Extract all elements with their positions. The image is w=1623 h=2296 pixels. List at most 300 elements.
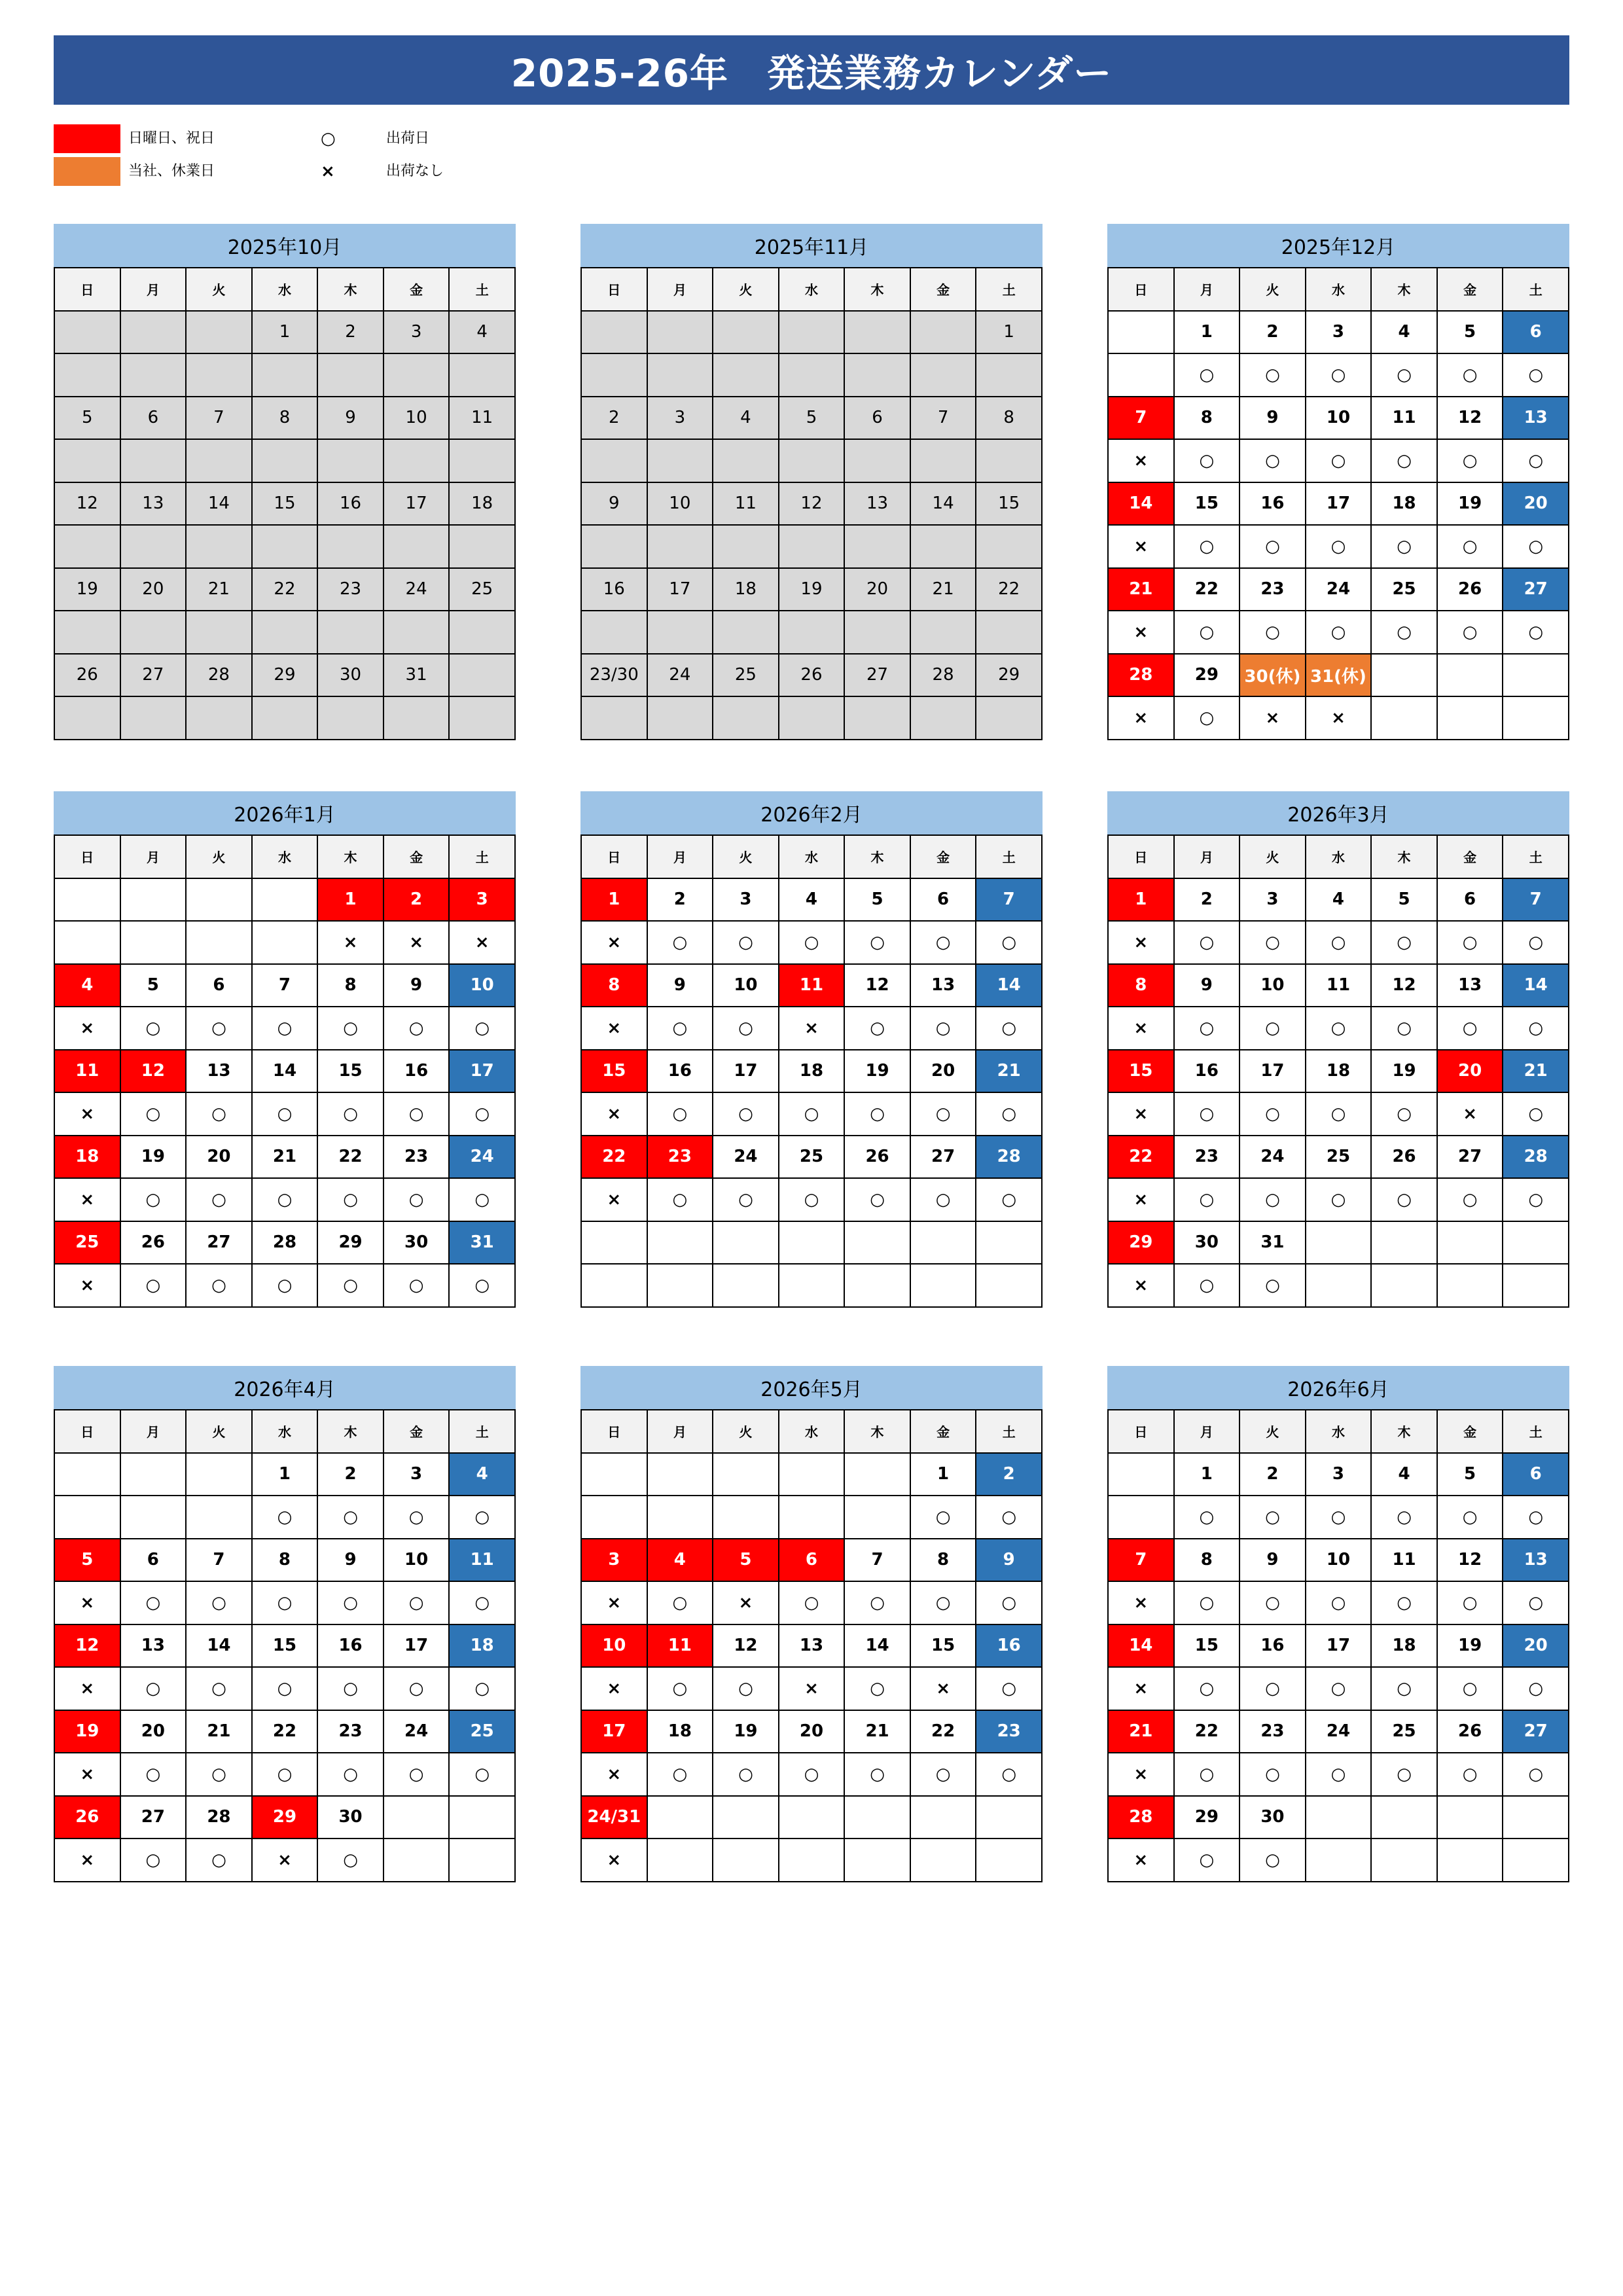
shipping-status-cell: ○ (844, 1092, 910, 1136)
date-cell: 20 (186, 1136, 252, 1179)
shipping-status-cell (54, 353, 120, 397)
month-calendar (580, 224, 1043, 740)
shipping-status-cell (910, 439, 976, 482)
date-cell: 11 (713, 482, 779, 526)
date-cell: 20 (120, 1710, 187, 1753)
date-cell: 14 (186, 482, 252, 526)
shipping-status-cell: ○ (1240, 1839, 1306, 1882)
shipping-status-cell (186, 921, 252, 964)
date-cell: 23 (317, 1710, 383, 1753)
shipping-status-cell: ○ (186, 1581, 252, 1624)
shipping-status-cell (383, 353, 450, 397)
shipping-status-cell (54, 611, 120, 654)
weekday-header: 日 (1108, 1410, 1174, 1453)
date-cell: 28 (186, 1796, 252, 1839)
shipping-status-cell (713, 1496, 779, 1539)
shipping-status-cell: ○ (317, 1667, 383, 1710)
date-cell: 8 (581, 964, 647, 1007)
shipping-status-cell (844, 1839, 910, 1882)
weekday-header: 月 (1174, 1410, 1240, 1453)
date-cell: 25 (713, 654, 779, 697)
date-cell: 12 (844, 964, 910, 1007)
date-cell: 10 (1240, 964, 1306, 1007)
shipping-status-cell: ○ (1437, 1581, 1503, 1624)
date-cell: 23 (317, 568, 383, 611)
weekday-header: 月 (647, 835, 713, 878)
date-cell: 7 (186, 1539, 252, 1582)
date-cell (54, 878, 120, 922)
date-cell: 2 (1174, 878, 1240, 922)
shipping-status-cell: ○ (1371, 1667, 1437, 1710)
shipping-status-cell: × (1108, 1264, 1174, 1307)
date-cell: 13 (1503, 1539, 1569, 1582)
date-cell: 9 (976, 1539, 1042, 1582)
date-cell (1503, 1221, 1569, 1265)
date-cell: 18 (779, 1050, 845, 1093)
month-calendar (54, 224, 516, 740)
shipping-status-cell: ○ (252, 1496, 318, 1539)
shipping-status-cell: × (779, 1007, 845, 1050)
weekday-header: 火 (1240, 268, 1306, 311)
shipping-status-cell: × (54, 1667, 120, 1710)
date-cell: 24 (713, 1136, 779, 1179)
shipping-status-cell: × (1240, 696, 1306, 740)
shipping-status-cell: × (581, 1581, 647, 1624)
shipping-status-cell (54, 525, 120, 568)
weekday-header: 金 (910, 835, 976, 878)
date-cell: 19 (1437, 1624, 1503, 1668)
shipping-status-cell (910, 696, 976, 740)
date-cell: 15 (976, 482, 1042, 526)
date-cell: 3 (1306, 311, 1372, 354)
date-cell: 17 (581, 1710, 647, 1753)
date-cell: 10 (713, 964, 779, 1007)
shipping-status-cell: ○ (647, 921, 713, 964)
date-cell (1503, 654, 1569, 697)
date-cell (54, 311, 120, 354)
shipping-status-cell: × (1108, 1667, 1174, 1710)
date-cell: 26 (1437, 568, 1503, 611)
shipping-status-cell: ○ (647, 1753, 713, 1796)
date-cell: 19 (1437, 482, 1503, 526)
weekday-header: 水 (779, 1410, 845, 1453)
date-cell: 23/30 (581, 654, 647, 697)
shipping-status-cell: × (581, 1753, 647, 1796)
date-cell: 5 (713, 1539, 779, 1582)
date-cell: 5 (1437, 311, 1503, 354)
shipping-status-cell (976, 353, 1042, 397)
date-cell: 1 (581, 878, 647, 922)
date-cell: 14 (186, 1624, 252, 1668)
date-cell (1306, 1796, 1372, 1839)
date-cell (449, 1796, 515, 1839)
shipping-status-cell: ○ (1174, 1007, 1240, 1050)
date-cell (647, 1796, 713, 1839)
date-cell (844, 1796, 910, 1839)
month-table (580, 834, 1043, 1308)
shipping-status-cell: ○ (1306, 353, 1372, 397)
date-cell: 10 (647, 482, 713, 526)
weekday-header: 金 (383, 268, 450, 311)
shipping-status-cell (976, 525, 1042, 568)
date-cell: 10 (1306, 397, 1372, 440)
shipping-status-cell: ○ (1174, 1753, 1240, 1796)
date-cell: 26 (1437, 1710, 1503, 1753)
shipping-status-cell: × (1108, 921, 1174, 964)
date-cell: 14 (976, 964, 1042, 1007)
weekday-header: 土 (1503, 835, 1569, 878)
date-cell: 14 (1503, 964, 1569, 1007)
date-cell: 1 (910, 1453, 976, 1496)
shipping-status-cell (54, 921, 120, 964)
shipping-status-cell: ○ (1371, 353, 1437, 397)
date-cell: 27 (120, 654, 187, 697)
date-cell: 1 (1108, 878, 1174, 922)
date-cell (844, 1453, 910, 1496)
shipping-status-cell: ○ (1503, 1667, 1569, 1710)
date-cell: 22 (976, 568, 1042, 611)
weekday-header: 土 (449, 1410, 515, 1453)
date-cell: 29 (252, 654, 318, 697)
date-cell: 28 (1503, 1136, 1569, 1179)
shipping-status-cell (844, 525, 910, 568)
weekday-header: 水 (252, 268, 318, 311)
date-cell: 8 (317, 964, 383, 1007)
weekday-header: 火 (186, 835, 252, 878)
date-cell: 2 (581, 397, 647, 440)
date-cell: 12 (1437, 397, 1503, 440)
shipping-status-cell: ○ (1306, 525, 1372, 568)
shipping-status-cell (779, 1264, 845, 1307)
weekday-header: 火 (713, 835, 779, 878)
date-cell: 26 (779, 654, 845, 697)
date-cell: 5 (1437, 1453, 1503, 1496)
shipping-status-cell (383, 1839, 450, 1882)
shipping-status-cell (647, 1496, 713, 1539)
shipping-status-cell: × (1108, 1839, 1174, 1882)
shipping-status-cell: ○ (252, 1178, 318, 1221)
shipping-status-cell: ○ (186, 1753, 252, 1796)
date-cell: 11 (1371, 1539, 1437, 1582)
date-cell: 8 (1174, 397, 1240, 440)
date-cell: 15 (252, 482, 318, 526)
shipping-status-cell: ○ (910, 1581, 976, 1624)
shipping-status-cell: ○ (1503, 353, 1569, 397)
date-cell: 17 (647, 568, 713, 611)
date-cell: 7 (1108, 1539, 1174, 1582)
shipping-status-cell (713, 1839, 779, 1882)
month-table (1107, 1409, 1569, 1882)
date-cell: 9 (1174, 964, 1240, 1007)
shipping-status-cell: × (54, 1581, 120, 1624)
weekday-header: 火 (186, 1410, 252, 1453)
date-cell: 27 (844, 654, 910, 697)
date-cell: 26 (844, 1136, 910, 1179)
weekday-header: 金 (383, 1410, 450, 1453)
shipping-status-cell (1108, 1496, 1174, 1539)
date-cell: 21 (844, 1710, 910, 1753)
weekday-header: 木 (1371, 1410, 1437, 1453)
shipping-status-cell: ○ (1437, 611, 1503, 654)
shipping-status-cell: ○ (252, 1581, 318, 1624)
month-title: 2026年5月 (580, 1366, 1043, 1409)
shipping-status-cell: ○ (976, 1496, 1042, 1539)
date-cell: 6 (1437, 878, 1503, 922)
date-cell: 11 (647, 1624, 713, 1668)
shipping-status-cell: ○ (976, 1753, 1042, 1796)
shipping-status-cell: ○ (1240, 1496, 1306, 1539)
date-cell: 6 (120, 397, 187, 440)
date-cell: 19 (1371, 1050, 1437, 1093)
shipping-status-cell: × (581, 1092, 647, 1136)
date-cell: 31(休) (1306, 654, 1372, 697)
date-cell: 7 (252, 964, 318, 1007)
date-cell: 19 (54, 1710, 120, 1753)
date-cell: 10 (449, 964, 515, 1007)
shipping-status-cell: × (910, 1667, 976, 1710)
shipping-status-cell: × (383, 921, 450, 964)
shipping-status-cell (779, 353, 845, 397)
date-cell: 13 (910, 964, 976, 1007)
shipping-status-cell: × (713, 1581, 779, 1624)
date-cell: 2 (317, 1453, 383, 1496)
date-cell: 8 (1174, 1539, 1240, 1582)
date-cell: 20 (120, 568, 187, 611)
date-cell: 19 (54, 568, 120, 611)
date-cell: 16 (1240, 1624, 1306, 1668)
weekday-header: 金 (1437, 1410, 1503, 1453)
weekday-header: 木 (317, 268, 383, 311)
shipping-status-cell (1371, 1264, 1437, 1307)
date-cell (54, 1453, 120, 1496)
date-cell: 26 (1371, 1136, 1437, 1179)
shipping-status-cell: ○ (186, 1178, 252, 1221)
weekday-header: 金 (910, 268, 976, 311)
shipping-status-cell: ○ (1174, 1667, 1240, 1710)
date-cell: 4 (647, 1539, 713, 1582)
shipping-status-cell: ○ (647, 1667, 713, 1710)
date-cell (779, 1796, 845, 1839)
shipping-status-cell (713, 439, 779, 482)
date-cell (186, 311, 252, 354)
shipping-status-cell: ○ (1437, 1178, 1503, 1221)
shipping-status-cell: × (54, 1839, 120, 1882)
date-cell: 5 (54, 397, 120, 440)
shipping-status-cell (1306, 1839, 1372, 1882)
shipping-status-cell (713, 611, 779, 654)
shipping-status-cell (647, 696, 713, 740)
shipping-status-cell: ○ (252, 1264, 318, 1307)
date-cell: 4 (1306, 878, 1372, 922)
month-calendar (1107, 1366, 1569, 1882)
date-cell: 25 (54, 1221, 120, 1265)
date-cell: 9 (317, 397, 383, 440)
shipping-status-cell: ○ (1503, 525, 1569, 568)
shipping-status-cell (252, 439, 318, 482)
shipping-status-cell (120, 353, 187, 397)
shipping-status-cell: ○ (910, 1496, 976, 1539)
date-cell: 30(休) (1240, 654, 1306, 697)
shipping-status-cell: ○ (713, 921, 779, 964)
date-cell: 8 (252, 397, 318, 440)
date-cell: 13 (844, 482, 910, 526)
date-cell: 11 (1306, 964, 1372, 1007)
date-cell (713, 1453, 779, 1496)
date-cell: 15 (910, 1624, 976, 1668)
date-cell: 19 (779, 568, 845, 611)
date-cell: 15 (581, 1050, 647, 1093)
shipping-status-cell: ○ (1240, 1264, 1306, 1307)
shipping-status-cell: × (581, 1007, 647, 1050)
date-cell: 6 (1503, 1453, 1569, 1496)
date-cell: 22 (1108, 1136, 1174, 1179)
shipping-status-cell (713, 525, 779, 568)
weekday-header: 火 (1240, 1410, 1306, 1453)
shipping-status-cell: ○ (317, 1581, 383, 1624)
shipping-status-cell: ○ (1240, 1092, 1306, 1136)
weekday-header: 日 (581, 835, 647, 878)
shipping-status-cell: ○ (317, 1092, 383, 1136)
date-cell: 18 (647, 1710, 713, 1753)
date-cell: 28 (252, 1221, 318, 1265)
month-calendar (1107, 224, 1569, 740)
date-cell: 21 (186, 568, 252, 611)
date-cell: 26 (54, 1796, 120, 1839)
shipping-status-cell: ○ (976, 921, 1042, 964)
date-cell (120, 1453, 187, 1496)
shipping-status-cell (54, 1496, 120, 1539)
shipping-status-cell (581, 611, 647, 654)
date-cell: 13 (120, 1624, 187, 1668)
shipping-status-cell: × (252, 1839, 318, 1882)
shipping-status-cell (449, 353, 515, 397)
date-cell (647, 311, 713, 354)
weekday-header: 金 (383, 835, 450, 878)
date-cell: 12 (1371, 964, 1437, 1007)
shipping-status-cell (317, 439, 383, 482)
shipping-status-cell (779, 1496, 845, 1539)
month-calendar (580, 791, 1043, 1308)
weekday-header: 日 (581, 268, 647, 311)
date-cell: 15 (1174, 1624, 1240, 1668)
date-cell: 1 (252, 311, 318, 354)
date-cell: 30 (1174, 1221, 1240, 1265)
date-cell (581, 1453, 647, 1496)
date-cell: 20 (844, 568, 910, 611)
date-cell: 21 (1108, 1710, 1174, 1753)
shipping-status-cell: ○ (713, 1753, 779, 1796)
shipping-status-cell: ○ (1306, 611, 1372, 654)
shipping-status-cell (844, 353, 910, 397)
date-cell: 12 (54, 1624, 120, 1668)
weekday-header: 火 (186, 268, 252, 311)
date-cell: 18 (449, 1624, 515, 1668)
date-cell: 24 (1306, 1710, 1372, 1753)
date-cell (976, 1221, 1042, 1265)
shipping-status-cell: ○ (1371, 1007, 1437, 1050)
date-cell: 22 (252, 1710, 318, 1753)
date-cell (383, 1796, 450, 1839)
shipping-status-cell (383, 525, 450, 568)
date-cell: 12 (120, 1050, 187, 1093)
shipping-status-cell: ○ (1306, 921, 1372, 964)
shipping-status-cell: ○ (1174, 1264, 1240, 1307)
date-cell: 6 (120, 1539, 187, 1582)
ship-legend-label: 出荷日 (386, 130, 430, 147)
shipping-status-cell (713, 696, 779, 740)
month-table (54, 1409, 516, 1882)
date-cell: 9 (1240, 1539, 1306, 1582)
shipping-status-cell (186, 611, 252, 654)
shipping-status-cell: ○ (1240, 1178, 1306, 1221)
shipping-status-cell: ○ (910, 1753, 976, 1796)
month-title: 2026年3月 (1107, 791, 1569, 834)
date-cell: 7 (1503, 878, 1569, 922)
date-cell: 25 (449, 568, 515, 611)
date-cell: 12 (1437, 1539, 1503, 1582)
shipping-status-cell (120, 611, 187, 654)
shipping-status-cell: ○ (1503, 921, 1569, 964)
weekday-header: 木 (844, 1410, 910, 1453)
date-cell (713, 311, 779, 354)
shipping-status-cell: ○ (1503, 1007, 1569, 1050)
shipping-status-cell: ○ (1174, 1839, 1240, 1882)
date-cell (910, 1796, 976, 1839)
date-cell: 21 (910, 568, 976, 611)
date-cell: 23 (1240, 568, 1306, 611)
shipping-status-cell: ○ (1437, 1496, 1503, 1539)
shipping-status-cell (844, 1496, 910, 1539)
date-cell: 13 (120, 482, 187, 526)
date-cell (779, 1453, 845, 1496)
shipping-status-cell: ○ (449, 1264, 515, 1307)
shipping-status-cell (1503, 696, 1569, 740)
date-cell: 5 (844, 878, 910, 922)
date-cell: 7 (910, 397, 976, 440)
weekday-header: 水 (1306, 1410, 1372, 1453)
shipping-status-cell (186, 696, 252, 740)
date-cell: 31 (1240, 1221, 1306, 1265)
date-cell: 24 (449, 1136, 515, 1179)
shipping-status-cell: ○ (252, 1007, 318, 1050)
shipping-status-cell: ○ (449, 1581, 515, 1624)
date-cell: 29 (1108, 1221, 1174, 1265)
shipping-status-cell (647, 611, 713, 654)
shipping-status-cell: × (1108, 1092, 1174, 1136)
date-cell: 23 (1240, 1710, 1306, 1753)
date-cell: 22 (1174, 1710, 1240, 1753)
date-cell: 27 (120, 1796, 187, 1839)
date-cell: 5 (120, 964, 187, 1007)
date-cell: 15 (1108, 1050, 1174, 1093)
date-cell: 25 (1371, 568, 1437, 611)
shipping-status-cell (1306, 1264, 1372, 1307)
date-cell: 9 (317, 1539, 383, 1582)
shipping-status-cell: ○ (186, 1264, 252, 1307)
shipping-status-cell (1503, 1839, 1569, 1882)
holiday-legend-label: 日曜日、祝日 (128, 130, 215, 147)
date-cell: 19 (844, 1050, 910, 1093)
date-cell (910, 1221, 976, 1265)
shipping-status-cell: ○ (1437, 1753, 1503, 1796)
shipping-status-cell (910, 525, 976, 568)
date-cell: 14 (1108, 1624, 1174, 1668)
date-cell: 30 (1240, 1796, 1306, 1839)
month-calendar (54, 1366, 516, 1882)
date-cell: 13 (1503, 397, 1569, 440)
date-cell: 2 (383, 878, 450, 922)
shipping-status-cell: × (54, 1007, 120, 1050)
